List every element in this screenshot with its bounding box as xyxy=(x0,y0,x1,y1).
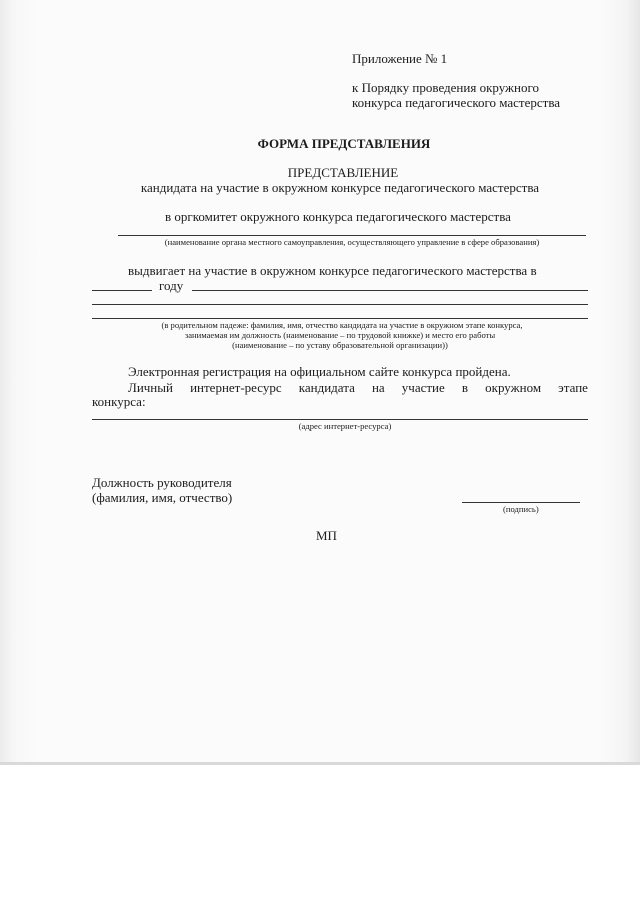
candidate-line-1 xyxy=(192,290,588,291)
resource-word: кандидата xyxy=(298,380,355,395)
resource-word: окружном xyxy=(485,380,542,395)
recipient-text: в оргкомитет окружного конкурса педагогического мастерства xyxy=(165,209,511,224)
resource-word: интернет-ресурс xyxy=(190,380,282,395)
document-title: ПРЕДСТАВЛЕНИЕ xyxy=(287,165,399,180)
signature-line xyxy=(462,502,580,503)
head-name: (фамилия, имя, отчество) xyxy=(92,490,233,505)
year-blank xyxy=(92,290,152,291)
candidate-hint-2: занимаемая им должность (наименование – по трудовой книжке) и место его работы xyxy=(184,330,496,340)
stamp-place: МП xyxy=(316,528,337,543)
resource-word: в xyxy=(461,380,469,395)
resource-line-2: конкурса: xyxy=(92,394,146,409)
resource-word: Личный xyxy=(128,380,173,395)
recipient-hint: (наименование органа местного самоуправления, осуществляющего управление в сфере образования) xyxy=(164,237,540,247)
year-word: году xyxy=(159,278,184,293)
candidate-line-3 xyxy=(92,318,588,319)
registration-text: Электронная регистрация на официальном сайте конкурса пройдена. xyxy=(128,364,511,379)
resource-word: этапе xyxy=(558,380,588,395)
appendix-line-1: к Порядку проведения окружного xyxy=(352,80,539,95)
document-subtitle: кандидата на участие в окружном конкурсе педагогического мастерства xyxy=(140,180,540,195)
candidate-line-2 xyxy=(92,304,588,305)
page-edge xyxy=(0,762,640,765)
resource-word: на xyxy=(371,380,385,395)
resource-hint: (адрес интернет-ресурса) xyxy=(298,421,392,431)
appendix-title: Приложение № 1 xyxy=(352,51,448,66)
candidate-hint-1: (в родительном падеже: фамилия, имя, отчество кандидата на участие в окружном этапе конкурса, xyxy=(161,320,523,330)
form-title: ФОРМА ПРЕДСТАВЛЕНИЯ xyxy=(257,136,431,151)
appendix-line-2: конкурса педагогического мастерства xyxy=(352,95,561,110)
head-position: Должность руководителя xyxy=(92,475,232,490)
recipient-underline xyxy=(118,235,586,236)
resource-word: участие xyxy=(401,380,445,395)
resource-line xyxy=(128,381,588,394)
signature-hint: (подпись) xyxy=(503,504,539,514)
candidate-hint-3: (наименование – по уставу образовательной организации)) xyxy=(232,340,448,350)
nomination-text: выдвигает на участие в окружном конкурсе педагогического мастерства в xyxy=(128,263,537,278)
resource-underline xyxy=(92,419,588,420)
